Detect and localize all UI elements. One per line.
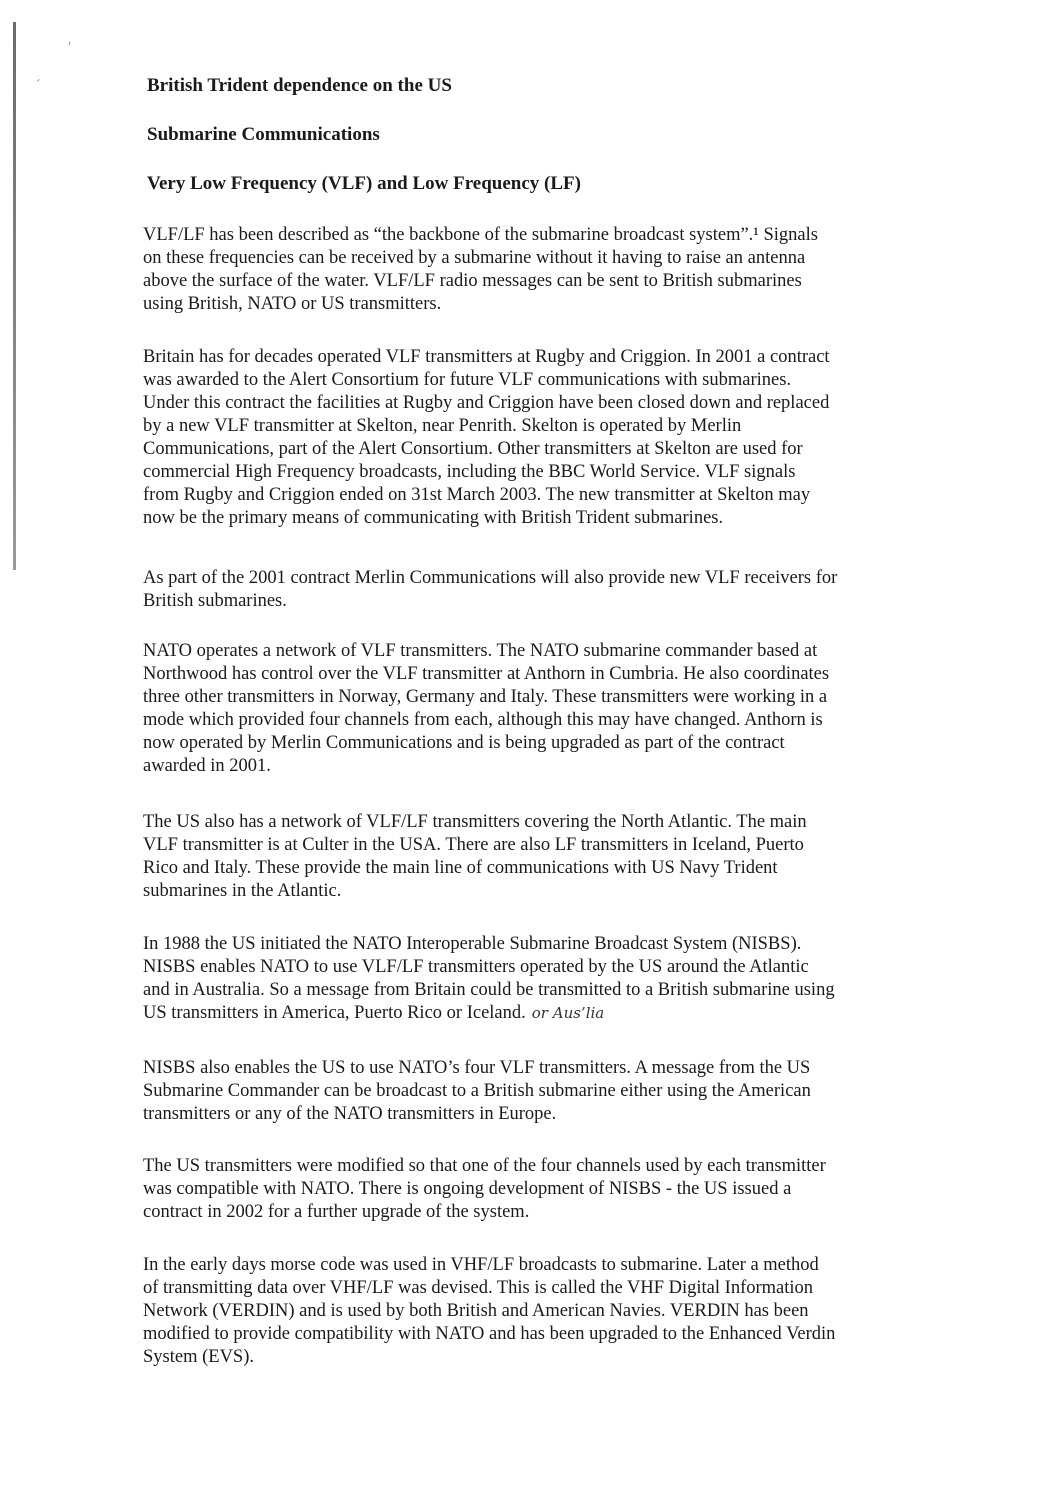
paragraph-line: System (EVS). xyxy=(143,1347,254,1367)
paragraph-line: Submarine Commander can be broadcast to a British submarine either using the American xyxy=(143,1081,811,1101)
paragraph-line: As part of the 2001 contract Merlin Communications will also provide new VLF receivers for xyxy=(143,568,838,588)
paragraph-line: VLF/LF has been described as “the backbone of the submarine broadcast system”.¹ Signals xyxy=(143,225,818,245)
paragraph-line: was compatible with NATO. There is ongoing development of NISBS - the US issued a xyxy=(143,1179,792,1199)
paragraph-line: submarines in the Atlantic. xyxy=(143,881,342,901)
paragraph-line: Network (VERDIN) and is used by both British and American Navies. VERDIN has been xyxy=(143,1301,809,1321)
paragraph xyxy=(143,811,953,903)
paragraph-line: The US also has a network of VLF/LF transmitters covering the North Atlantic. The main xyxy=(143,812,807,832)
paragraph-line xyxy=(143,1002,953,1025)
paragraph-line: mode which provided four channels from each, although this may have changed. Anthorn is xyxy=(143,710,823,730)
paragraph xyxy=(143,1155,953,1224)
paragraph-line: Under this contract the facilities at Rugby and Criggion have been closed down and replaced xyxy=(143,393,830,413)
paragraph-line: In the early days morse code was used in VHF/LF broadcasts to submarine. Later a method xyxy=(143,1255,819,1275)
paragraph-line: and in Australia. So a message from Britain could be transmitted to a British submarine using xyxy=(143,980,835,1000)
paragraph-line: Communications, part of the Alert Consortium. Other transmitters at Skelton are used for xyxy=(143,439,803,459)
paragraph-line: The US transmitters were modified so that one of the four channels used by each transmitter xyxy=(143,1156,826,1176)
section-heading: Submarine Communications xyxy=(147,124,380,145)
paragraph-line: British submarines. xyxy=(143,591,287,611)
paragraph-line: three other transmitters in Norway, Germany and Italy. These transmitters were working in a xyxy=(143,687,828,707)
paragraph-line: In 1988 the US initiated the NATO Interoperable Submarine Broadcast System (NISBS). xyxy=(143,934,802,954)
paragraph-line: now be the primary means of communicating with British Trident submarines. xyxy=(143,508,724,528)
paragraph-line: transmitters or any of the NATO transmitters in Europe. xyxy=(143,1104,557,1124)
subsection-heading: Very Low Frequency (VLF) and Low Frequency (LF) xyxy=(147,173,581,194)
paragraph xyxy=(143,346,953,530)
paragraph xyxy=(143,224,953,316)
paragraph-line: Northwood has control over the VLF transmitter at Anthorn in Cumbria. He also coordinates xyxy=(143,664,830,684)
paragraph-line: Rico and Italy. These provide the main line of communications with US Navy Trident xyxy=(143,858,778,878)
paragraph xyxy=(143,1254,953,1369)
paragraph-line: NISBS enables NATO to use VLF/LF transmitters operated by the US around the Atlantic xyxy=(143,957,809,977)
scan-speck: ′ xyxy=(68,40,72,55)
paragraph-line: contract in 2002 for a further upgrade of the system. xyxy=(143,1202,530,1222)
paragraph-line: NISBS also enables the US to use NATO’s four VLF transmitters. A message from the US xyxy=(143,1058,811,1078)
paragraph xyxy=(143,933,953,1025)
paragraph xyxy=(143,1057,953,1126)
paragraph-line: modified to provide compatibility with NATO and has been upgraded to the Enhanced Verdin xyxy=(143,1324,836,1344)
paragraph xyxy=(143,640,953,778)
paragraph-line: VLF transmitter is at Culter in the USA. There are also LF transmitters in Iceland, Puerto xyxy=(143,835,804,855)
paragraph-line: was awarded to the Alert Consortium for future VLF communications with submarines. xyxy=(143,370,792,390)
paragraph-line: awarded in 2001. xyxy=(143,756,271,776)
paragraph-line-text: US transmitters in America, Puerto Rico or Iceland. xyxy=(143,1003,526,1023)
paragraph xyxy=(143,567,953,613)
paragraph-line: commercial High Frequency broadcasts, including the BBC World Service. VLF signals xyxy=(143,462,796,482)
document-title: British Trident dependence on the US xyxy=(147,75,452,96)
paragraph-line: of transmitting data over VHF/LF was devised. This is called the VHF Digital Information xyxy=(143,1278,814,1298)
paragraph-line: using British, NATO or US transmitters. xyxy=(143,294,442,314)
scan-edge-mark xyxy=(13,22,16,570)
scan-speck: ´ xyxy=(36,78,41,93)
paragraph-line: from Rugby and Criggion ended on 31st March 2003. The new transmitter at Skelton may xyxy=(143,485,811,505)
paragraph-line: NATO operates a network of VLF transmitters. The NATO submarine commander based at xyxy=(143,641,818,661)
paragraph-line: Britain has for decades operated VLF transmitters at Rugby and Criggion. In 2001 a contract xyxy=(143,347,830,367)
paragraph-line: now operated by Merlin Communications and is being upgraded as part of the contract xyxy=(143,733,785,753)
paragraph-line: above the surface of the water. VLF/LF radio messages can be sent to British submarines xyxy=(143,271,802,291)
paragraph-line: by a new VLF transmitter at Skelton, near Penrith. Skelton is operated by Merlin xyxy=(143,416,742,436)
handwritten-note: or Aus’lia xyxy=(531,1004,605,1022)
paragraph-line: on these frequencies can be received by a submarine without it having to raise an antenna xyxy=(143,248,806,268)
